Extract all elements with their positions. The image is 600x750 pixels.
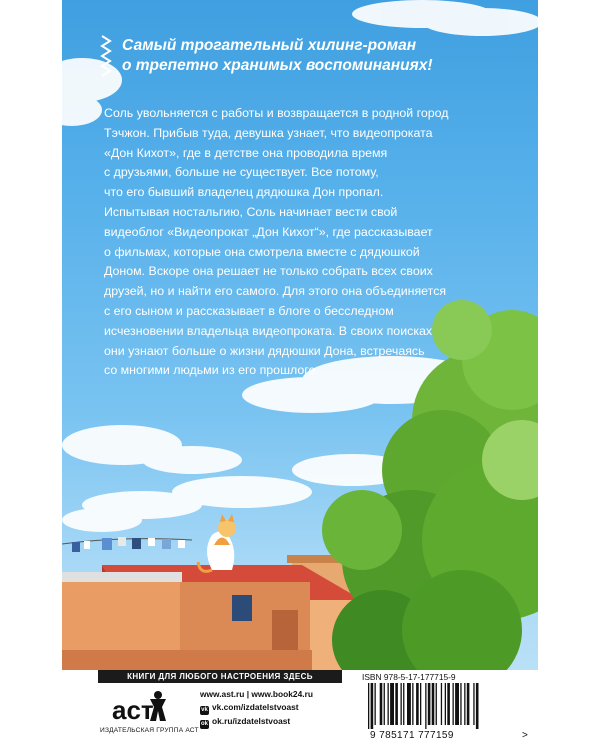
cat-illustration bbox=[198, 514, 236, 571]
vk-link[interactable] bbox=[200, 701, 313, 715]
barcode-bar bbox=[447, 683, 450, 725]
barcode-panel bbox=[358, 670, 536, 746]
barcode-bar bbox=[420, 683, 421, 725]
tagline-line-1: Самый трогательный хилинг-роман bbox=[122, 37, 417, 54]
laundry-line bbox=[62, 537, 192, 552]
barcode-bar bbox=[464, 683, 465, 725]
barcode-bar bbox=[441, 683, 442, 725]
ast-logo bbox=[110, 687, 170, 732]
book-description bbox=[104, 104, 496, 381]
description-line: с друзьями, больше не существует. Все потому, bbox=[104, 165, 379, 180]
barcode-bar bbox=[371, 683, 374, 729]
barcode-bar bbox=[380, 683, 383, 725]
zigzag-ornament bbox=[100, 34, 112, 78]
vk-link-text: vk.com/izdatelstvoast bbox=[212, 702, 299, 712]
barcode-bar bbox=[416, 683, 419, 725]
description-line: «Дон Кихот», где в детстве она проводила время bbox=[104, 145, 388, 160]
description-line: Соль увольняется с работы и возвращается в родной город bbox=[104, 106, 449, 120]
barcode-bar bbox=[436, 683, 437, 725]
barcode-bar bbox=[460, 683, 461, 725]
book-back-cover bbox=[62, 0, 538, 750]
barcode-bar bbox=[432, 683, 435, 725]
description-line: со многими людьми из его прошлого. bbox=[104, 363, 319, 378]
barcode-bar bbox=[476, 683, 479, 729]
barcode-bar bbox=[395, 683, 398, 725]
description-line: Доном. Вскоре она решает не только собрать всех своих bbox=[104, 264, 433, 279]
barcode-bar bbox=[425, 683, 426, 729]
barcode-bar bbox=[445, 683, 446, 725]
red-roof-building bbox=[62, 565, 362, 670]
barcode-bar bbox=[401, 683, 402, 725]
isbn-label: ISBN 978-5-17-177715-9 bbox=[362, 672, 456, 682]
barcode bbox=[362, 683, 532, 729]
publisher-name: ИЗДАТЕЛЬСКАЯ ГРУППА АСТ bbox=[100, 727, 199, 734]
barcode-bar bbox=[403, 683, 404, 725]
ok-icon: ok bbox=[200, 721, 208, 727]
barcode-arrow: > bbox=[522, 730, 528, 741]
description-line: Испытывая ностальгию, Соль начинает вести свой bbox=[104, 204, 398, 219]
barcode-bar bbox=[388, 683, 389, 725]
barcode-bar bbox=[412, 683, 413, 725]
ok-link-text: ok.ru/izdatelstvoast bbox=[212, 716, 291, 726]
slogan-banner: КНИГИ ДЛЯ ЛЮБОГО НАСТРОЕНИЯ ЗДЕСЬ bbox=[98, 670, 342, 683]
description-line: они узнают больше о жизни дядюшки Дона, встречаясь bbox=[104, 343, 425, 358]
description-line: друзей, но и найти его самого. Для этого она объединяется bbox=[104, 284, 447, 299]
barcode-bar bbox=[407, 683, 411, 725]
description-line: Тэчжон. Прибыв туда, девушка узнает, что видеопроката bbox=[104, 125, 433, 140]
publisher-links bbox=[200, 688, 313, 729]
barcode-bar bbox=[375, 683, 376, 725]
barcode-number: 9 785171 777159 bbox=[370, 730, 454, 741]
barcode-bar bbox=[455, 683, 459, 725]
barcode-bar bbox=[384, 683, 385, 725]
tagline-line-2: о трепетно хранимых воспоминаниях! bbox=[122, 57, 433, 74]
description-line: что его бывший владелец дядюшка Дон пропал. bbox=[104, 185, 384, 200]
barcode-bar bbox=[453, 683, 454, 725]
barcode-bar bbox=[428, 683, 431, 725]
description-line: исчезновении владельца видеопроката. В своих поисках bbox=[104, 323, 433, 338]
ok-link[interactable] bbox=[200, 715, 313, 729]
description-line: о фильмах, которые она смотрела вместе с дядюшкой bbox=[104, 244, 420, 259]
barcode-bar bbox=[368, 683, 369, 729]
barcode-bar bbox=[473, 683, 474, 725]
description-line: видеоблог «Видеопрокат „Дон Кихот“», где рассказывает bbox=[104, 224, 433, 239]
tagline bbox=[122, 36, 522, 76]
vk-icon: vk bbox=[201, 707, 208, 713]
ast-logo-text: аст bbox=[112, 695, 154, 725]
barcode-bar bbox=[390, 683, 394, 725]
website-links[interactable]: www.ast.ru | www.book24.ru bbox=[200, 689, 313, 699]
description-line: с его сыном и рассказывает в блоге о бесследном bbox=[104, 303, 394, 318]
barcode-bar bbox=[467, 683, 470, 725]
